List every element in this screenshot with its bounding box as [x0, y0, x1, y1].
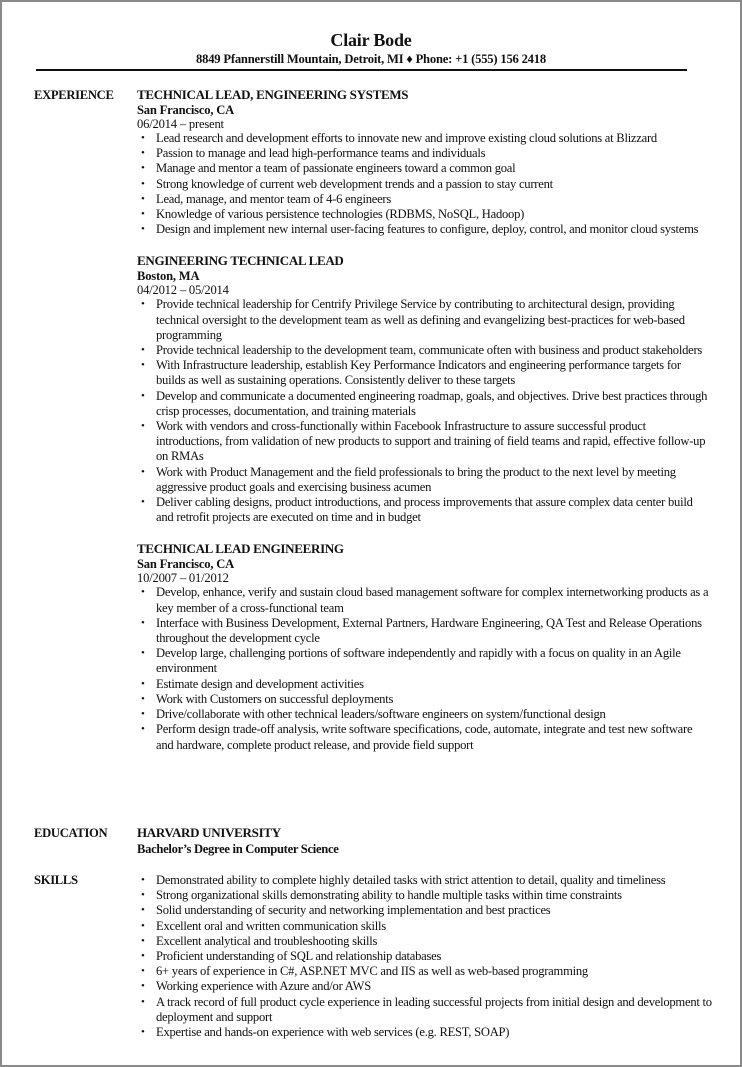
- skill-item: • 6+ years of experience in C#, ASP.NET MVC and IIS as well as web-based programming: [156, 964, 712, 979]
- degree: Bachelor’s Degree in Computer Science: [137, 842, 339, 856]
- skill-item: • Solid understanding of security and networking implementation and best practices: [156, 903, 712, 918]
- skill-item: • Proficient understanding of SQL and relationship databases: [156, 949, 712, 964]
- bullet-item: • Manage and mentor a team of passionate engineers toward a common goal: [156, 161, 712, 176]
- job-dates: 04/2012 – 05/2014: [137, 283, 229, 298]
- skill-item: • Demonstrated ability to complete highly detailed tasks with strict attention to detail, quality and timeliness: [156, 873, 712, 888]
- job-bullets: [137, 131, 712, 237]
- job-bullets: [137, 297, 712, 525]
- bullet-item: • Strong knowledge of current web development trends and a passion to stay current: [156, 177, 712, 192]
- skills-list: [137, 873, 712, 1040]
- bullet-item: • Develop, enhance, verify and sustain cloud based management software for complex internetworking products as a key member of a cross-functional team: [156, 585, 712, 615]
- skill-item: • Strong organizational skills demonstrating ability to handle multiple tasks within time constraints: [156, 888, 712, 903]
- skill-item: • Excellent oral and written communication skills: [156, 919, 712, 934]
- bullet-item: • Deliver cabling designs, product introductions, and process improvements that assure complex data center build and retrofit projects are executed on time and in budget: [156, 495, 712, 525]
- skills-body: [137, 873, 712, 1040]
- bullet-item: • Perform design trade-off analysis, write software specifications, code, automate, integrate and test new software and hardware, complete product release, and provide field support: [156, 722, 712, 752]
- bullet-item: • Provide technical leadership to the development team, communicate often with business and product stakeholders: [156, 343, 712, 358]
- skill-item: • A track record of full product cycle experience in leading successful projects from initial design and development to deployment and support: [156, 995, 712, 1025]
- bullet-item: • Design and implement new internal user-facing features to configure, deploy, control, and monitor cloud systems: [156, 222, 712, 237]
- job-dates: 10/2007 – 01/2012: [137, 571, 229, 586]
- section-label-education: EDUCATION: [34, 826, 108, 840]
- school-name: HARVARD UNIVERSITY: [137, 825, 281, 840]
- job-title: TECHNICAL LEAD, ENGINEERING SYSTEMS: [137, 87, 409, 102]
- job-entry: [137, 87, 712, 237]
- bullet-item: • Lead research and development efforts to innovate new and improve existing cloud solutions at Blizzard: [156, 131, 712, 146]
- job-location: Boston, MA: [137, 269, 200, 284]
- job-bullets: [137, 585, 712, 752]
- job-entry: [137, 541, 712, 752]
- job-title: TECHNICAL LEAD ENGINEERING: [137, 541, 344, 557]
- skill-item: • Expertise and hands-on experience with web services (e.g. REST, SOAP): [156, 1025, 712, 1040]
- contact-line: 8849 Pfannerstill Mountain, Detroit, MI ♦ Phone: +1 (555) 156 2418: [196, 52, 546, 66]
- bullet-item: • Work with Product Management and the field professionals to bring the product to the next level by meeting aggressive product goals and exercising business acumen: [156, 465, 712, 495]
- job-location: San Francisco, CA: [137, 103, 234, 117]
- bullet-item: • Knowledge of various persistence technologies (RDBMS, NoSQL, Hadoop): [156, 207, 712, 222]
- bullet-item: • Develop large, challenging portions of software independently and rapidly with a focus on quality in an Agile environment: [156, 646, 712, 676]
- candidate-name: Clair Bode: [330, 30, 412, 50]
- bullet-item: • With Infrastructure leadership, establish Key Performance Indicators and engineering performance targets for builds as well as sustaining operations. Consistently deliver to these targets: [156, 358, 712, 388]
- bullet-item: • Work with Customers on successful deployments: [156, 692, 712, 707]
- section-label-skills: SKILLS: [34, 873, 78, 887]
- job-location: San Francisco, CA: [137, 557, 234, 572]
- bullet-item: • Drive/collaborate with other technical leaders/software engineers on system/functional design: [156, 707, 712, 722]
- bullet-item: • Interface with Business Development, External Partners, Hardware Engineering, QA Test and Release Operations throughout the development cycle: [156, 616, 712, 646]
- education-body: [137, 825, 712, 857]
- section-label-experience: EXPERIENCE: [34, 88, 114, 102]
- skill-item: • Excellent analytical and troubleshooting skills: [156, 934, 712, 949]
- job-entry: [137, 253, 712, 525]
- bullet-item: • Provide technical leadership for Centrify Privilege Service by contributing to architectural design, providing technical oversight to the development team as well as defining and evangelizing best-practices for web-based programming: [156, 297, 712, 343]
- bullet-item: • Develop and communicate a documented engineering roadmap, goals, and objectives. Drive best practices through crisp processes, documentation, and training materials: [156, 389, 712, 419]
- bullet-item: • Passion to manage and lead high-performance teams and individuals: [156, 146, 712, 161]
- job-title: ENGINEERING TECHNICAL LEAD: [137, 253, 344, 269]
- header-divider: [36, 69, 687, 71]
- job-dates: 06/2014 – present: [137, 117, 224, 131]
- bullet-item: • Lead, manage, and mentor team of 4-6 engineers: [156, 192, 712, 207]
- experience-body: [137, 87, 712, 769]
- skill-item: • Working experience with Azure and/or AWS: [156, 979, 712, 994]
- bullet-item: • Work with vendors and cross-functionally within Facebook Infrastructure to assure successful product introductions, from validation of new products to support and training of field teams and rapid, effective follow-up on RMAs: [156, 419, 712, 465]
- bullet-item: • Estimate design and development activities: [156, 677, 712, 692]
